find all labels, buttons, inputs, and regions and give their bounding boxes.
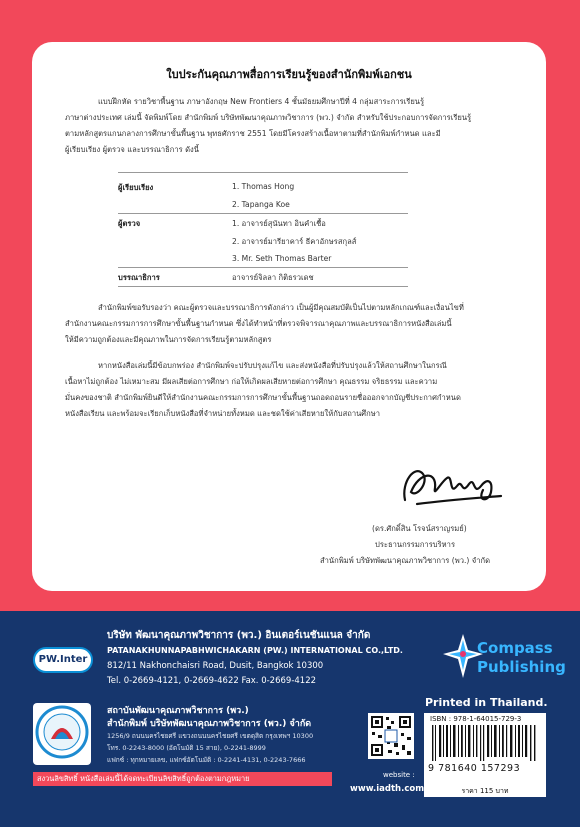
signature xyxy=(397,452,507,512)
para-line: สำนักงานคณะกรรมการการศึกษาขั้นพื้นฐานกำหนด ซึ่งได้ทำหน้าที่ตรวจพิจารณาคุณภาพและบรรณาธิการหนังสือเล่มนี้ xyxy=(65,319,452,328)
para-line: ภาษาต่างประเทศ เล่มนี้ จัดพิมพ์โดย สำนักพิมพ์ บริษัทพัฒนาคุณภาพวิชาการ (พว.) จำกัด สำหรับใช้ประกอบการจัดการเรียนรู้ xyxy=(65,113,472,122)
company-address: 812/11 Nakhonchaisri Road, Dusit, Bangkok 10300 xyxy=(107,661,324,671)
para-line: หากหนังสือเล่มนี้มีข้อบกพร่อง สำนักพิมพ์จะปรับปรุงแก้ไข และส่งหนังสือที่ปรับปรุงแล้วให้สถานศึกษาในกรณี xyxy=(98,361,447,370)
para-line: สำนักพิมพ์ขอรับรองว่า คณะผู้ตรวจและบรรณาธิการดังกล่าว เป็นผู้มีคุณสมบัติเป็นไปตามหลักเกณฑ์และเงื่อนไขที่ xyxy=(98,303,464,312)
para-line: ผู้เรียบเรียง ผู้ตรวจ และบรรณาธิการ ดังนี้ xyxy=(65,145,199,154)
barcode-number: 9 781640 157293 xyxy=(428,763,521,774)
para-line: ตามหลักสูตรแกนกลางการศึกษาขั้นพื้นฐาน พุทธศักราช 2551 โดยมีโครงสร้างเนื้อหาตามที่สำนักพิมพ์กำหนด และมี xyxy=(65,129,441,138)
compass-line1: Compass xyxy=(477,639,553,657)
certification-paragraph xyxy=(65,300,515,348)
certificate-title: ใบประกันคุณภาพสื่อการเรียนรู้ของสำนักพิมพ์เอกชน xyxy=(166,68,412,81)
reviewers-label: ผู้ตรวจ xyxy=(118,219,141,228)
pw-inter-logo: PW.Inter xyxy=(33,647,93,673)
publisher-name: สำนักพิมพ์ บริษัทพัฒนาคุณภาพวิชาการ (พว.) จำกัด xyxy=(107,719,312,729)
small-address: 1256/9 ถนนนครไชยศรี แขวงถนนนครไชยศรี เขตดุสิต กรุงเทพฯ 10300 xyxy=(107,732,314,740)
authors-label: ผู้เรียบเรียง xyxy=(118,183,154,192)
copyright-notice: สงวนลิขสิทธิ์ หนังสือเล่มนี้ได้จดทะเบียนลิขสิทธิ์ถูกต้องตามกฎหมาย xyxy=(33,772,332,786)
compass-publishing-logo xyxy=(443,630,566,690)
small-fax: แฟกซ์ : ทุกหมายเลข, แฟกซ์อัตโนมัติ : 0-2241-4131, 0-2243-7666 xyxy=(107,756,306,764)
reviewer-item: 1. อาจารย์สุนันทา อินคำเชื้อ xyxy=(232,219,326,228)
author-item: 2. Tapanga Koe xyxy=(232,200,290,209)
reviewer-item: 3. Mr. Seth Thomas Barter xyxy=(232,254,332,263)
price-label: ราคา 115 บาท xyxy=(424,785,546,797)
signer-position: ประธานกรรมการบริหาร xyxy=(375,540,456,549)
warranty-paragraph xyxy=(65,358,515,422)
signer-company: สำนักพิมพ์ บริษัทพัฒนาคุณภาพวิชาการ (พว.) จำกัด xyxy=(320,556,491,565)
divider xyxy=(118,172,408,173)
author-item: 1. Thomas Hong xyxy=(232,182,295,191)
divider xyxy=(118,286,408,287)
institute-name: สถาบันพัฒนาคุณภาพวิชาการ (พว.) xyxy=(107,706,249,716)
qr-code-icon xyxy=(368,713,414,759)
isbn-text: ISBN : 978-1-64015-729-3 xyxy=(430,715,522,723)
small-phone: โทร. 0-2243-8000 (อัตโนมัติ 15 สาย), 0-2241-8999 xyxy=(107,744,266,752)
company-name-en: PATANAKHUNNAPABHWICHAKARN (PW.) INTERNATIONAL CO.,LTD. xyxy=(107,646,403,655)
divider xyxy=(118,213,408,214)
para-line: เนื้อหาไม่ถูกต้อง ไม่เหมาะสม มีผลเสียต่อการศึกษา ก่อให้เกิดผลเสียหายต่อการศึกษา คุณธรรม จริยธรรม และความ xyxy=(65,377,438,386)
company-name-th: บริษัท พัฒนาคุณภาพวิชาการ (พว.) อินเตอร์เนชันแนล จำกัด xyxy=(107,630,371,641)
printed-in-thailand: Printed in Thailand. xyxy=(425,696,548,709)
reviewer-item: 2. อาจารย์มารียาคาร์ ธีคาอักษรสกุลส์ xyxy=(232,237,357,246)
barcode-panel xyxy=(424,713,546,785)
para-line: มั่นคงของชาติ สำนักพิมพ์ยินดีให้สำนักงานคณะกรรมการการศึกษาขั้นพื้นฐานถอดถอนรายชื่อออกจากบัญชีประกาศกำหนด xyxy=(65,393,461,402)
qr-code xyxy=(368,713,414,759)
website-label: website : xyxy=(383,771,415,779)
compass-line2: Publishing xyxy=(477,658,566,676)
seal-icon xyxy=(33,703,91,765)
company-contact: Tel. 0-2669-4121, 0-2669-4622 Fax. 0-2669-4122 xyxy=(107,676,317,686)
quality-certificate-card xyxy=(32,42,546,591)
signer-block xyxy=(320,523,546,583)
para-line: แบบฝึกหัด รายวิชาพื้นฐาน ภาษาอังกฤษ New Frontiers 4 ชั้นมัธยมศึกษาปีที่ 4 กลุ่มสาระการเรียนรู้ xyxy=(98,97,425,106)
divider xyxy=(118,267,408,268)
para-line: ให้มีความถูกต้องและมีคุณภาพในการจัดการเรียนรู้ตามหลักสูตร xyxy=(65,335,272,344)
editor-label: บรรณาธิการ xyxy=(118,273,160,282)
para-line: หนังสือเรียน และพร้อมจะเรียกเก็บหนังสือที่จำหน่ายทั้งหมด และชดใช้ค่าเสียหายให้กับสถานศึกษา xyxy=(65,409,380,418)
editor-name: อาจารย์จิลลา กิติธรวเดช xyxy=(232,273,314,282)
institute-seal xyxy=(33,703,91,765)
barcode-icon xyxy=(430,725,540,761)
intro-paragraph xyxy=(65,94,515,158)
signer-name: (ดร.ศักดิ์สิน โรจน์สราญรมย์) xyxy=(372,524,467,533)
website-link[interactable]: www.iadth.com xyxy=(350,784,425,794)
